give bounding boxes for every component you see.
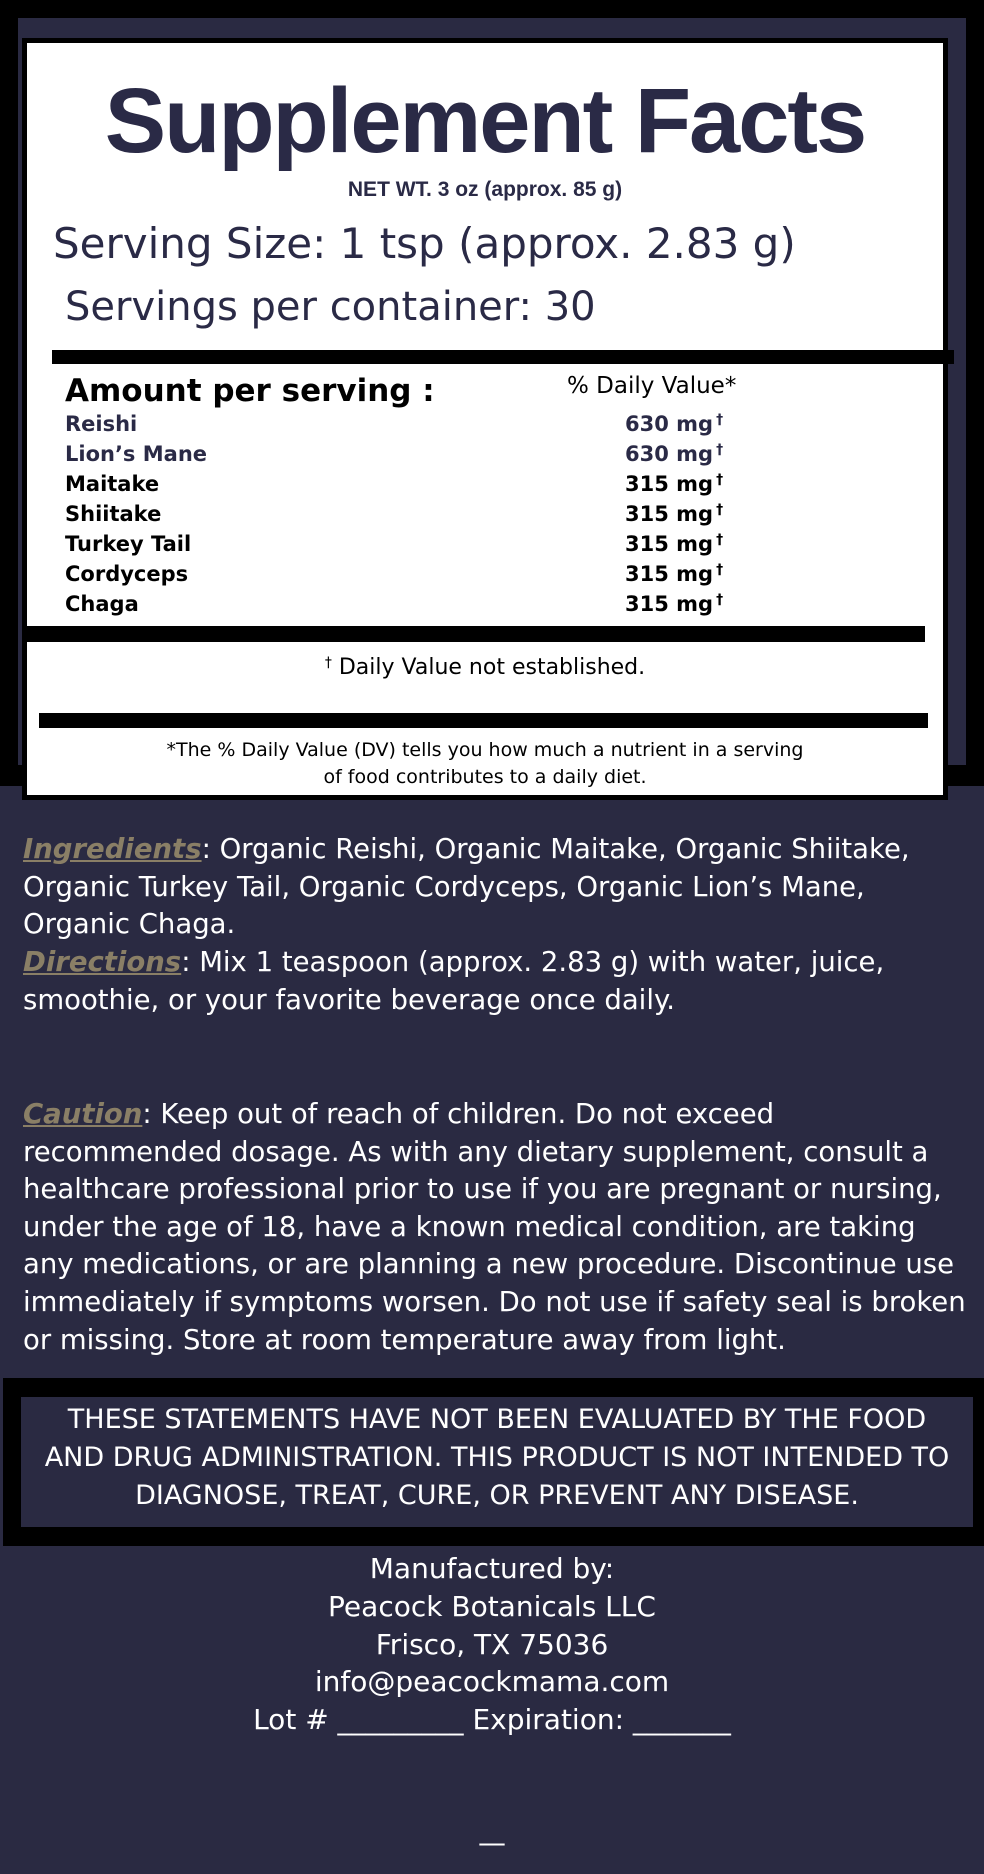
nutrient-amount: 315 mg † — [625, 532, 724, 556]
ingredients-paragraph — [23, 831, 969, 944]
daily-value-note: † Daily Value not established. — [324, 655, 646, 680]
nutrient-name: Reishi — [65, 412, 138, 436]
facts-title: Supplement Facts — [104, 70, 866, 172]
manufacturer-label: Manufactured by: — [369, 1552, 615, 1585]
nutrient-name: Chaga — [65, 592, 139, 616]
nutrient-row — [65, 562, 865, 592]
supplement-facts-panel — [22, 38, 948, 800]
nutrient-name: Turkey Tail — [65, 532, 192, 556]
directions-label: Directions — [23, 946, 182, 978]
nutrient-name: Lion’s Mane — [65, 442, 208, 466]
net-weight: NET WT. 3 oz (approx. 85 g) — [347, 178, 623, 201]
caution-label: Caution — [23, 1098, 143, 1130]
divider-rule — [39, 713, 928, 728]
nutrient-row — [65, 442, 865, 472]
caution-text: : Keep out of reach of children. Do not exceed recommended dosage. As with any dietary supplement, consult a healthcare professional prior to use if you are pregnant or nursing, under the age of 18, have a known medical condition, are taking any medications, or are planning a new procedure. Discontinue use immediately if symptoms worsen. Do not use if safety seal is broken or missing. Store at room temperature away from light. — [23, 1098, 966, 1356]
servings-per-container: Servings per container: 30 — [65, 284, 596, 330]
manufacturer-block — [0, 1550, 984, 1739]
nutrient-row — [65, 412, 865, 442]
manufacturer-address: Frisco, TX 75036 — [375, 1627, 609, 1661]
divider-rule — [52, 350, 954, 364]
amount-per-serving-header: Amount per serving : — [65, 373, 435, 409]
fda-disclaimer-text: THESE STATEMENTS HAVE NOT BEEN EVALUATED BY THE FOOD AND DRUG ADMINISTRATION. THIS PRODUCT IS NOT INTENDED TO DIAGNOSE, TREAT, CURE, OR PREVENT ANY DISEASE. — [44, 1404, 950, 1511]
nutrient-row — [65, 532, 865, 562]
lot-expiration-line: Lot # _________ Expiration: _______ — [253, 1703, 731, 1737]
footer-dash: — — [478, 1826, 506, 1859]
daily-value-footnote: *The % Daily Value (DV) tells you how much a nutrient in a serving of food contributes to a daily diet. — [166, 739, 804, 788]
nutrient-amount: 315 mg † — [625, 472, 724, 496]
nutrient-amount: 315 mg † — [625, 562, 724, 586]
ingredients-label: Ingredients — [23, 833, 202, 865]
directions-text: : Mix 1 teaspoon (approx. 2.83 g) with water, juice, smoothie, or your favorite beverage once daily. — [23, 946, 885, 1016]
nutrient-amount: 315 mg † — [625, 502, 724, 526]
daily-value-header: % Daily Value* — [567, 373, 737, 399]
nutrient-row — [65, 502, 865, 532]
manufacturer-email: info@peacockmama.com — [314, 1665, 670, 1699]
nutrient-amount: 315 mg † — [625, 592, 724, 616]
nutrient-row — [65, 592, 865, 622]
fda-disclaimer-box — [21, 1397, 973, 1527]
nutrient-amount: 630 mg † — [625, 412, 724, 436]
nutrient-name: Cordyceps — [65, 562, 189, 586]
fda-disclaimer-frame — [3, 1378, 984, 1546]
nutrient-row — [65, 472, 865, 502]
divider-rule — [27, 626, 925, 642]
serving-size: Serving Size: 1 tsp (approx. 2.83 g) — [53, 219, 796, 268]
nutrient-name: Maitake — [65, 472, 160, 496]
caution-paragraph — [23, 1096, 969, 1359]
ingredients-text: : Organic Reishi, Organic Maitake, Organic Shiitake, Organic Turkey Tail, Organic Cordyceps, Organic Lion’s Mane, Organic Chaga. — [23, 833, 910, 941]
manufacturer-name: Peacock Botanicals LLC — [328, 1589, 656, 1623]
nutrient-amount: 630 mg † — [625, 442, 724, 466]
nutrient-name: Shiitake — [65, 502, 162, 526]
directions-paragraph — [23, 944, 969, 1019]
